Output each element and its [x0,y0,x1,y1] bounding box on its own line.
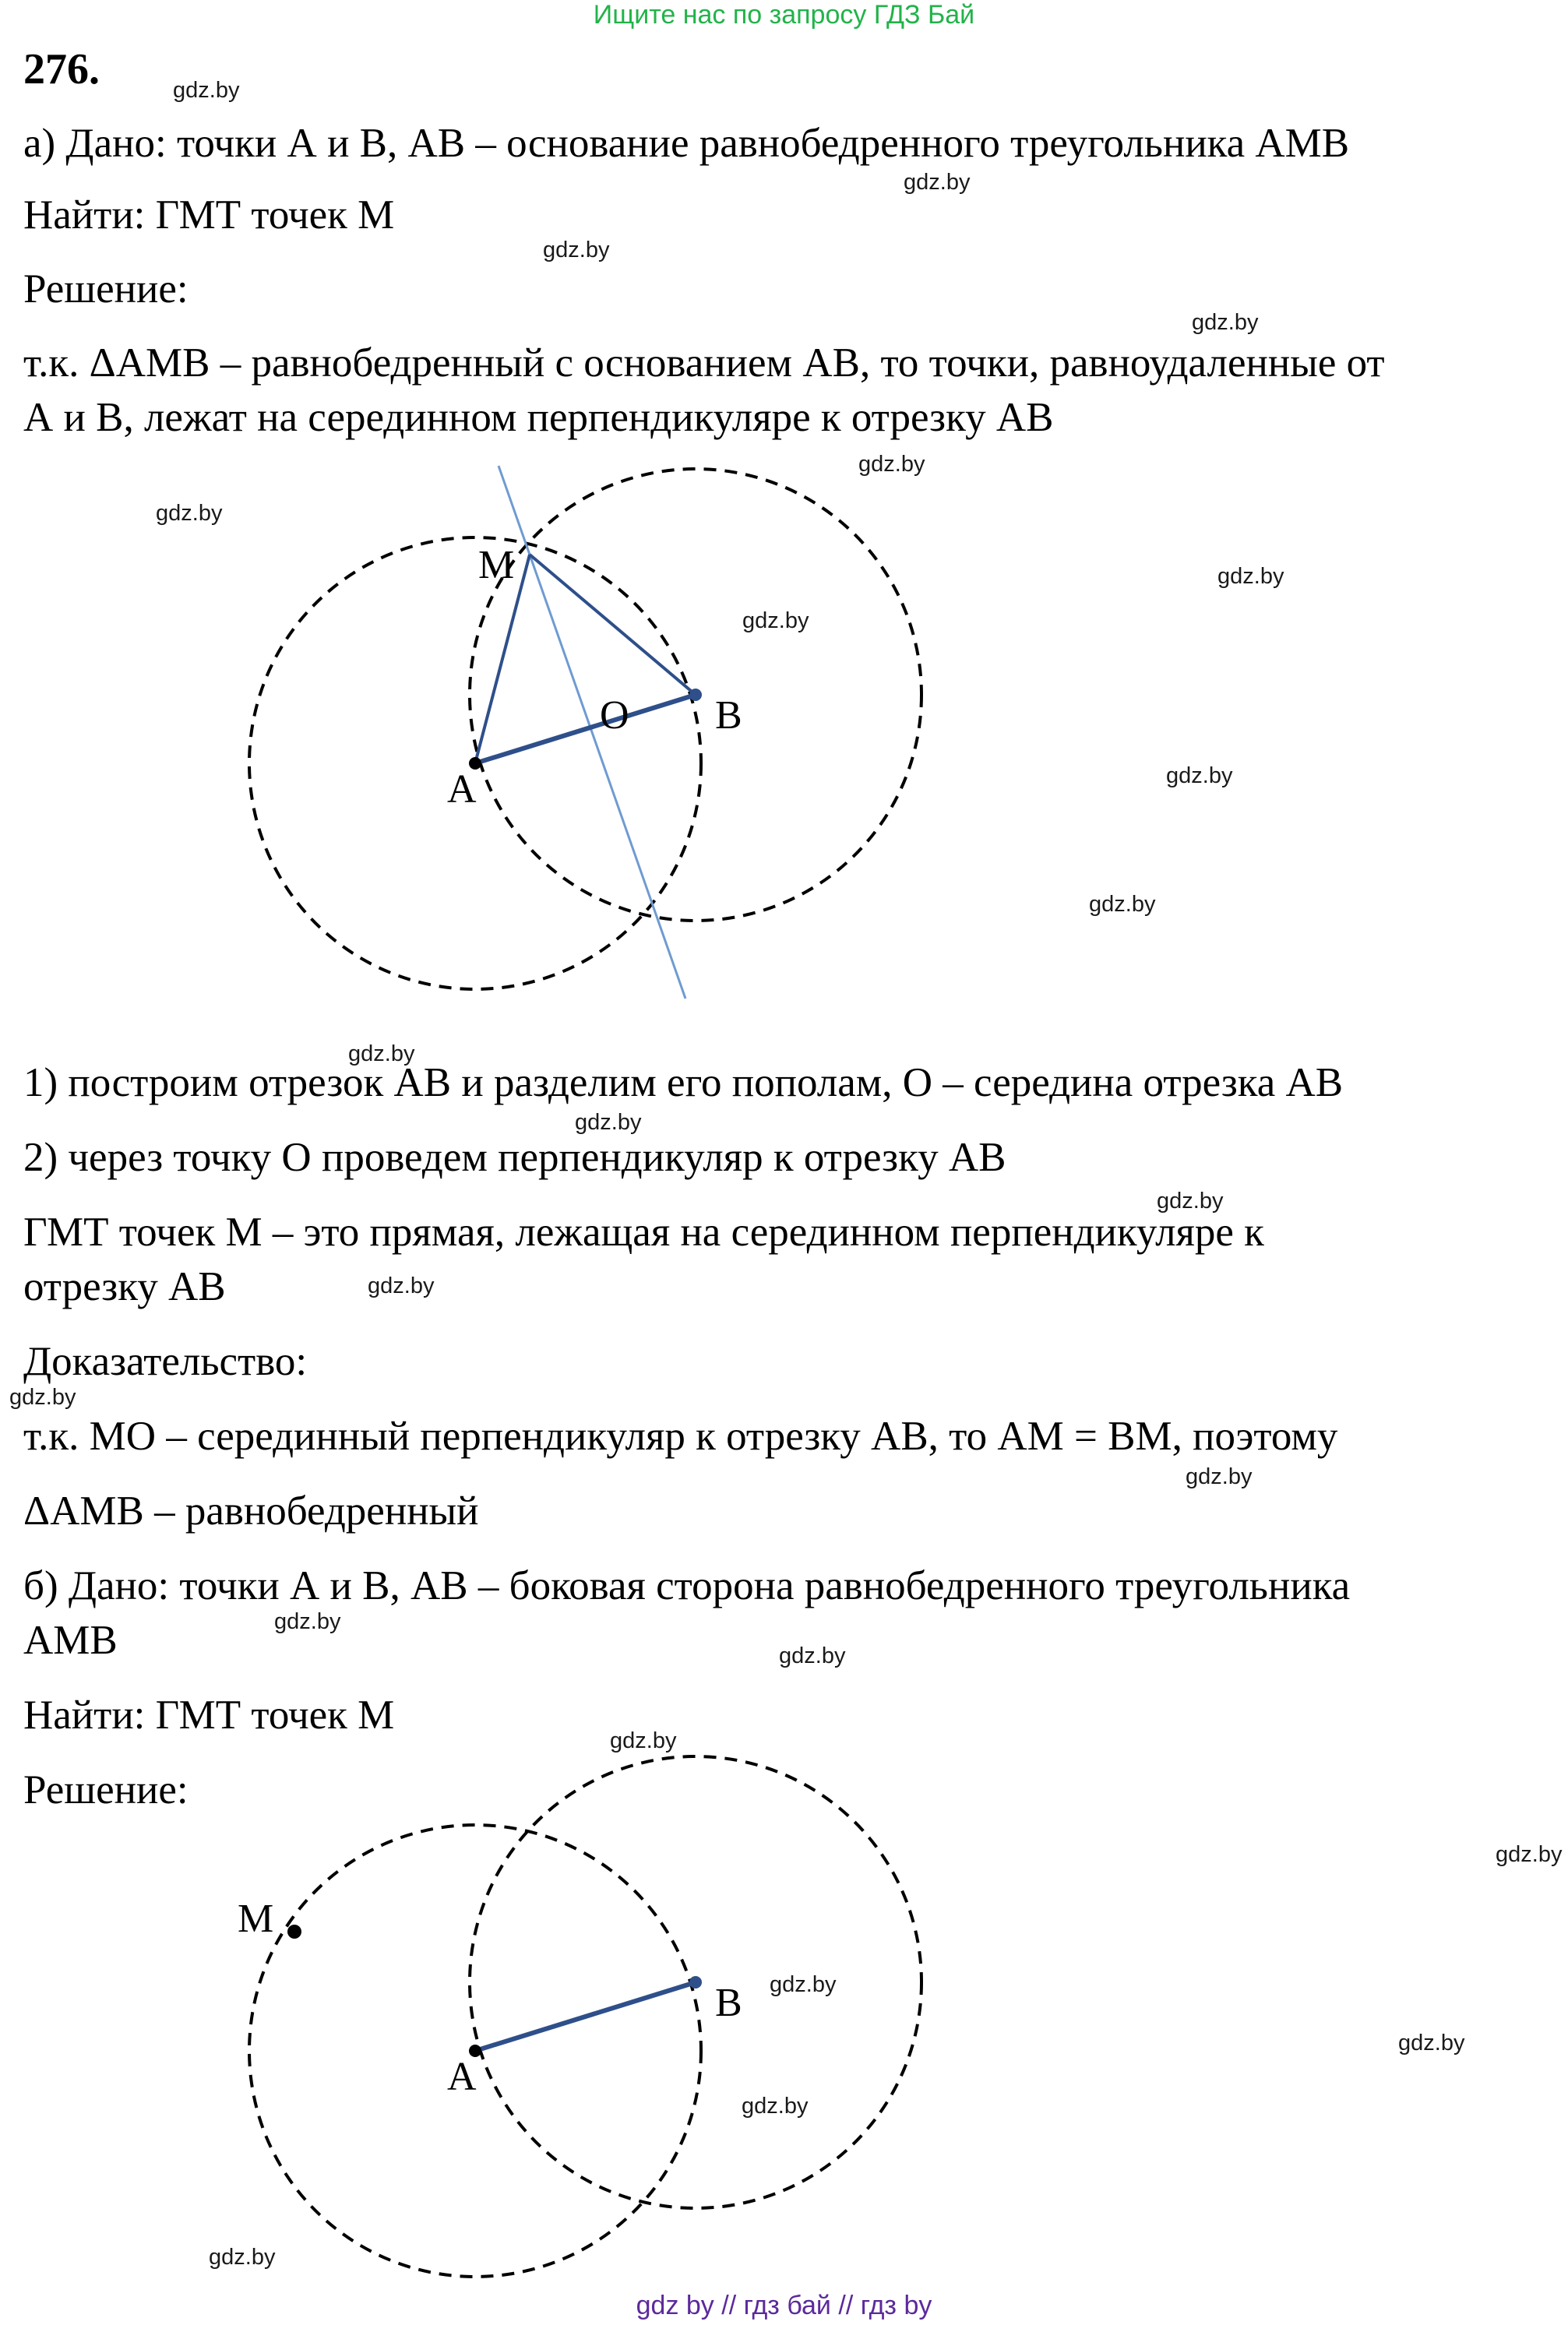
point-m [287,1925,301,1939]
watermark: gdz.by [1157,1189,1224,1214]
watermark: gdz.by [1192,310,1259,335]
problem-number: 276. [23,45,100,93]
watermark: gdz.by [156,501,223,526]
part-a-proof-line-2: ΔАМВ – равнобедренный [23,1488,479,1534]
watermark: gdz.by [1166,763,1233,788]
watermark: gdz.by [543,238,610,262]
watermark: gdz.by [1186,1464,1253,1489]
part-a-step-1: 1) построим отрезок АВ и разделим его пополам, О – середина отрезка АВ [23,1060,1344,1105]
watermark: gdz.by [904,170,971,195]
watermark: gdz.by [610,1728,677,1753]
part-b-solution-label: Решение: [23,1767,189,1812]
part-b-find: Найти: ГМТ точек М [23,1693,395,1738]
watermark: gdz.by [9,1385,76,1410]
watermark: gdz.by [1217,564,1284,589]
part-a-locus-line-2: отрезку АВ [23,1264,226,1309]
watermark: gdz.by [1496,1842,1563,1867]
figure-a [0,452,1013,1013]
watermark: gdz.by [742,2094,809,2119]
watermark: gdz.by [575,1110,642,1135]
part-b-given-line-1: б) Дано: точки А и В, АВ – боковая сторона равнобедренного треугольника [23,1563,1351,1608]
watermark: gdz.by [1398,2031,1465,2056]
part-a-locus-line-1: ГМТ точек М – это прямая, лежащая на серединном перпендикуляре к [23,1210,1264,1255]
label-o: O [600,693,629,738]
watermark: gdz.by [173,78,240,103]
point-b [689,689,702,701]
part-a-solution-label: Решение: [23,266,189,312]
segment-ab [475,695,696,763]
top-banner[interactable]: Ищите нас по запросу ГДЗ Бай [593,0,975,30]
label-m: M [478,543,515,587]
label-b: B [715,1981,742,2025]
part-a-given: а) Дано: точки А и В, АВ – основание равнобедренного треугольника АМВ [23,121,1350,166]
part-a-proof-label: Доказательство: [23,1339,308,1384]
watermark: gdz.by [209,2245,276,2270]
part-a-reason-line-2: А и В, лежат на серединном перпендикуляре к отрезку АВ [23,395,1054,440]
watermark: gdz.by [348,1041,415,1066]
watermark: gdz.by [1089,892,1156,917]
watermark: gdz.by [368,1273,435,1298]
watermark: gdz.by [742,608,809,633]
point-b [689,1976,702,1989]
label-m: M [238,1897,274,1941]
footer-links[interactable]: gdz by // гдз бай // гдз by [636,2291,932,2320]
watermark: gdz.by [274,1609,341,1634]
part-a-proof-line-1: т.к. МО – серединный перпендикуляр к отрезку АВ, то АМ = ВМ, поэтому [23,1414,1338,1459]
part-b-given-line-2: АМВ [23,1618,118,1663]
label-a: A [447,2055,477,2099]
watermark: gdz.by [770,1972,837,1997]
label-b: B [715,693,742,738]
segment-ab [475,1982,696,2051]
label-a: A [447,767,477,812]
watermark: gdz.by [858,452,925,477]
watermark: gdz.by [779,1643,846,1668]
perpendicular-bisector [499,466,685,999]
part-a-reason-line-1: т.к. ΔАМВ – равнобедренный с основанием АВ, то точки, равноудаленные от [23,340,1385,386]
part-a-step-2: 2) через точку О проведем перпендикуляр к отрезку АВ [23,1135,1006,1180]
part-a-find: Найти: ГМТ точек М [23,192,395,238]
figure-b [0,1753,1013,2298]
